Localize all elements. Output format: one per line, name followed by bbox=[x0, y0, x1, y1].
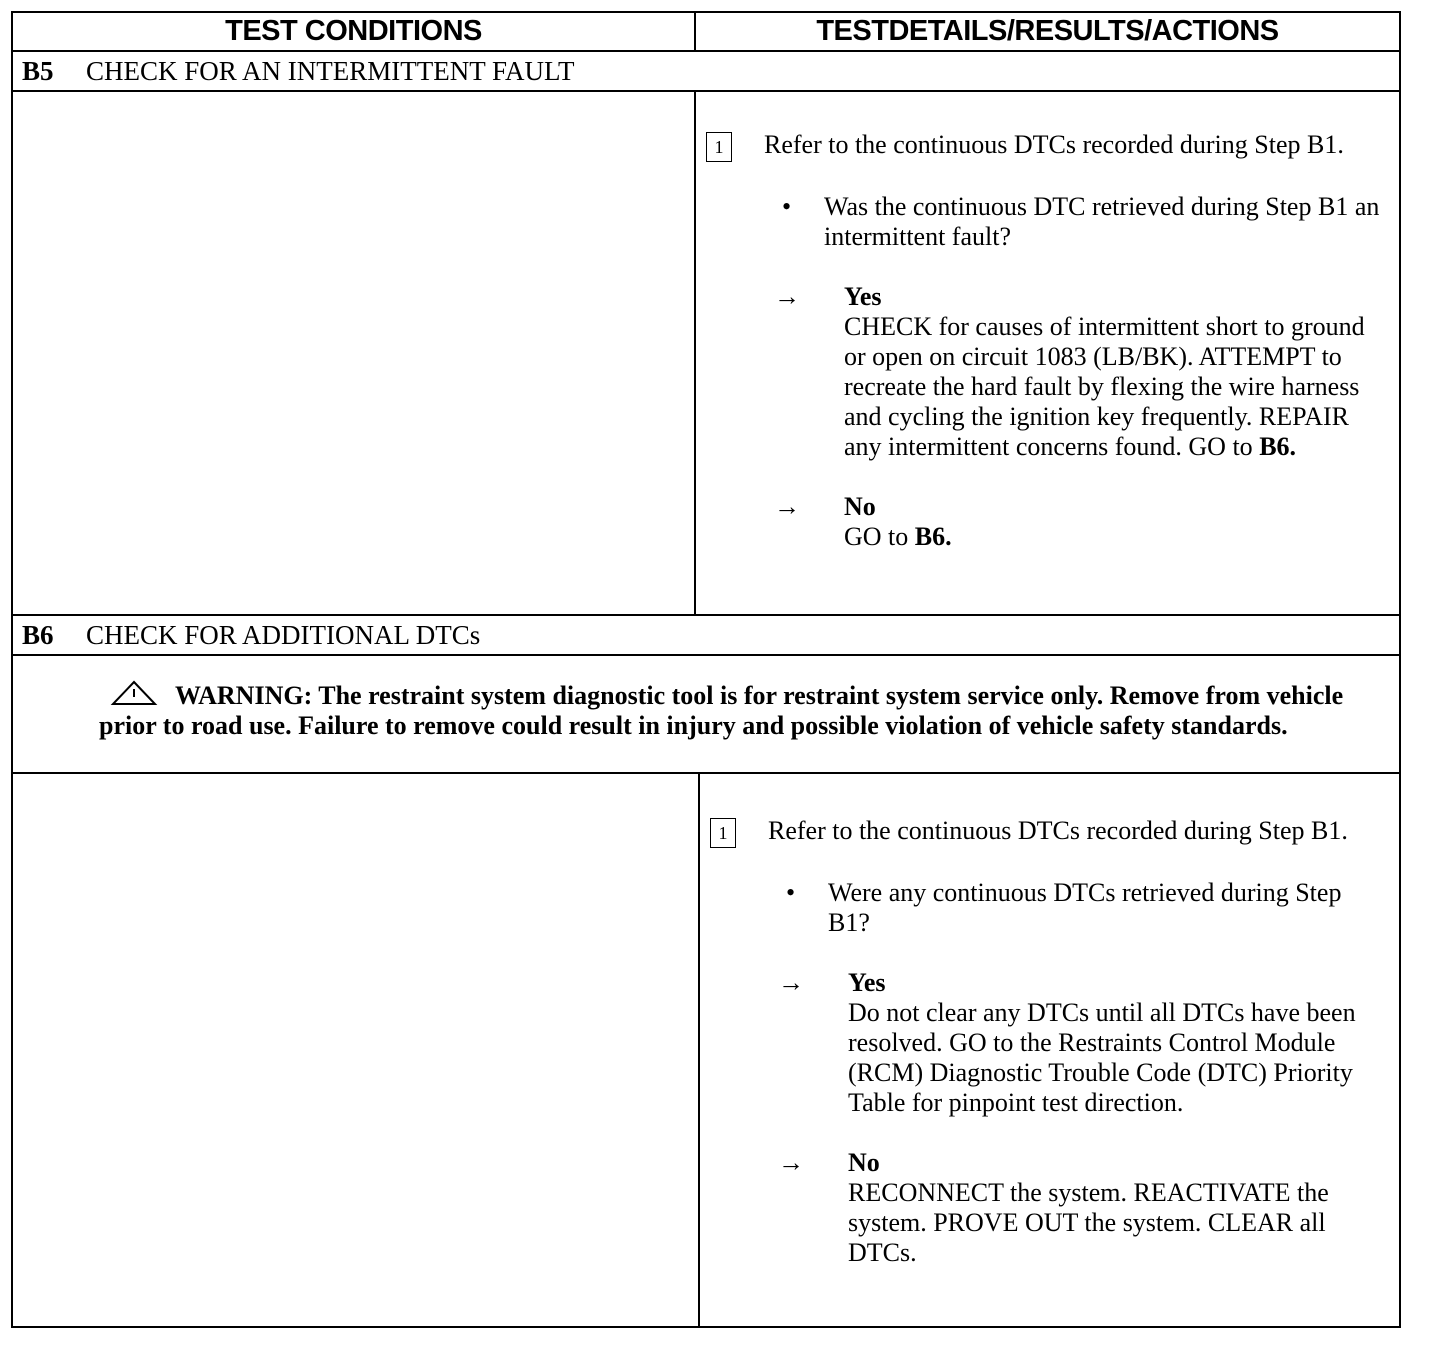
answer-text: RECONNECT the system. REACTIVATE the system. PROVE OUT the system. CLEAR all DTCs. bbox=[848, 1178, 1329, 1267]
answer-label: Yes bbox=[848, 968, 886, 997]
step-reference: B6 bbox=[1259, 432, 1290, 461]
answer-text: GO to B6. bbox=[844, 522, 952, 551]
answer-no bbox=[710, 1148, 1389, 1268]
step-instruction: Refer to the continuous DTCs recorded during Step B1. bbox=[768, 816, 1348, 845]
bullet-icon: • bbox=[786, 878, 796, 907]
warning-row bbox=[13, 656, 1399, 774]
answer-yes bbox=[706, 282, 1389, 462]
step-body-b6 bbox=[13, 774, 1399, 1326]
question bbox=[706, 192, 1389, 252]
step-title-b5 bbox=[13, 52, 1399, 92]
warning-triangle-icon bbox=[109, 680, 159, 706]
arrow-right-icon: → bbox=[778, 1148, 804, 1177]
header-test-details: TESTDETAILS/RESULTS/ACTIONS bbox=[816, 15, 1279, 47]
question bbox=[710, 878, 1389, 938]
answer-label: No bbox=[848, 1148, 880, 1177]
substep bbox=[710, 816, 1389, 848]
step-number-box: 1 bbox=[710, 818, 736, 848]
answer-no bbox=[706, 492, 1389, 552]
answer-text: CHECK for causes of intermittent short to ground or open on circuit 1083 (LB/BK). ATTEMPT to recreate the hard fault by flexing the wire harness and cycling the ignition key frequently. REPAIR any intermittent concerns found. GO to B6. bbox=[844, 312, 1365, 461]
step-title-b6 bbox=[13, 616, 1399, 656]
substep bbox=[706, 130, 1389, 162]
header-test-conditions: TEST CONDITIONS bbox=[13, 13, 696, 50]
step-reference: B6 bbox=[914, 522, 946, 551]
question-text: Were any continuous DTCs retrieved during Step B1? bbox=[828, 878, 1342, 937]
test-details-cell bbox=[700, 774, 1399, 1326]
arrow-right-icon: → bbox=[774, 492, 800, 521]
step-body-b5 bbox=[13, 92, 1399, 616]
answer-label: No bbox=[844, 492, 876, 521]
diagnostic-table bbox=[11, 11, 1401, 1328]
test-details-cell bbox=[696, 92, 1399, 614]
arrow-right-icon: → bbox=[778, 968, 804, 997]
step-instruction: Refer to the continuous DTCs recorded during Step B1. bbox=[764, 130, 1344, 159]
step-title-text: CHECK FOR AN INTERMITTENT FAULT bbox=[86, 55, 575, 86]
step-number-box: 1 bbox=[706, 132, 732, 162]
arrow-right-icon: → bbox=[774, 282, 800, 311]
test-conditions-cell bbox=[13, 92, 696, 614]
answer-text: Do not clear any DTCs until all DTCs have been resolved. GO to the Restraints Control Module (RCM) Diagnostic Trouble Code (DTC) Priority Table for pinpoint test direction. bbox=[848, 998, 1356, 1117]
step-id: B5 bbox=[22, 55, 54, 86]
question-text: Was the continuous DTC retrieved during Step B1 an intermittent fault? bbox=[824, 192, 1380, 251]
warning-text: WARNING: The restraint system diagnostic tool is for restraint system service only. Remove from vehicle prior to road use. Failure to remove could result in injury and possible violation of vehicle safety standards. bbox=[99, 681, 1344, 740]
table-header-row bbox=[13, 13, 1399, 52]
step-id: B6 bbox=[22, 619, 54, 650]
bullet-icon: • bbox=[782, 192, 792, 221]
answer-label: Yes bbox=[844, 282, 882, 311]
answer-yes bbox=[710, 968, 1389, 1118]
step-title-text: CHECK FOR ADDITIONAL DTCs bbox=[86, 619, 481, 650]
test-conditions-cell bbox=[13, 774, 700, 1326]
